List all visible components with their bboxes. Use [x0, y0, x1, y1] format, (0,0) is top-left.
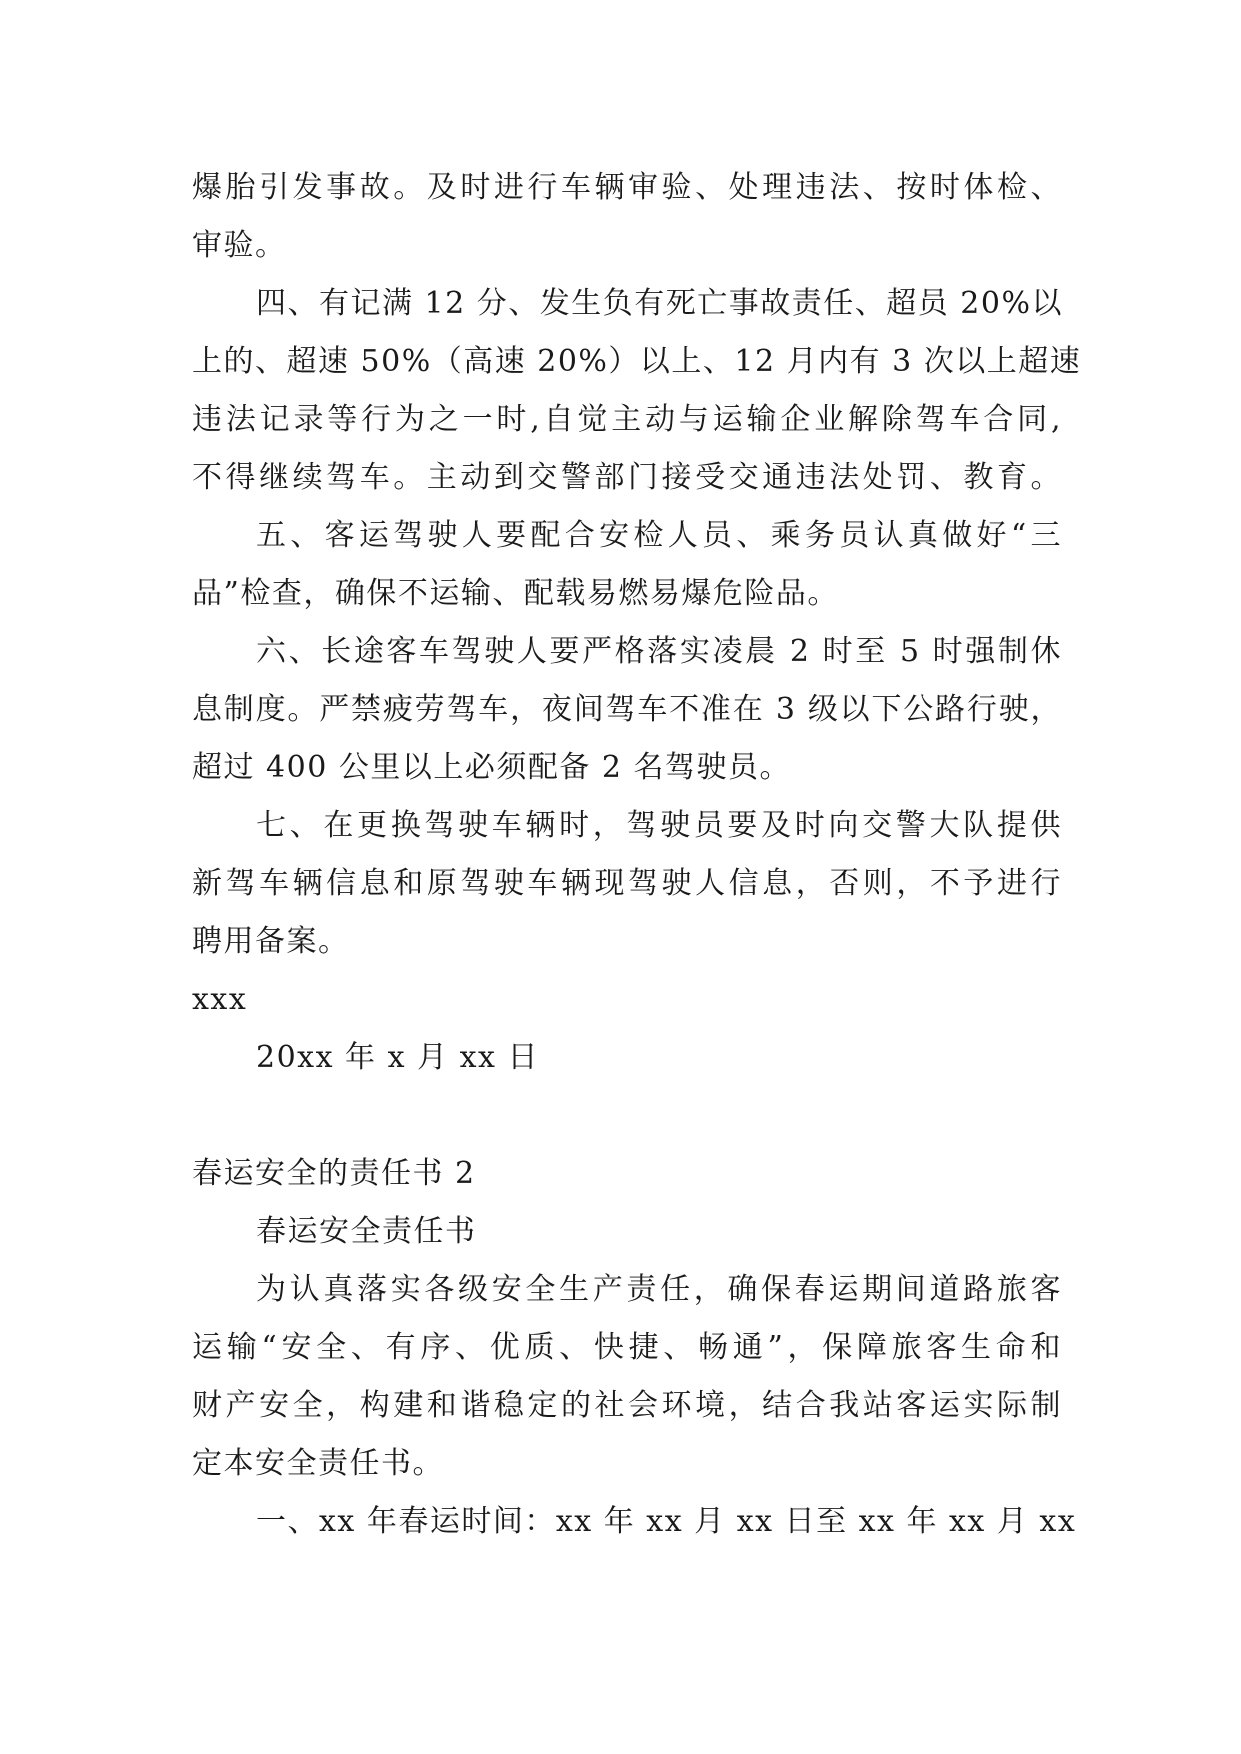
text-line: 为认真落实各级安全生产责任，确保春运期间道路旅客: [256, 1272, 1062, 1307]
signature-name: xxx: [192, 982, 248, 1017]
text-line: 定本安全责任书。: [192, 1446, 444, 1481]
text-line: 运输“安全、有序、优质、快捷、畅通”，保障旅客生命和: [192, 1330, 1062, 1365]
document-heading: 春运安全责任书: [256, 1214, 477, 1249]
text-line: 息制度。严禁疲劳驾车，夜间驾车不准在 3 级以下公路行驶，: [192, 692, 1062, 727]
text-line: 七、在更换驾驶车辆时，驾驶员要及时向交警大队提供: [256, 808, 1062, 843]
signature-date: 20xx 年 x 月 xx 日: [256, 1040, 539, 1075]
text-line: 财产安全，构建和谐稳定的社会环境，结合我站客运实际制: [192, 1388, 1062, 1423]
section-title: 春运安全的责任书 2: [192, 1156, 476, 1191]
text-line: 一、xx 年春运时间：xx 年 xx 月 xx 日至 xx 年 xx 月 xx: [256, 1504, 1077, 1539]
text-line: 六、长途客车驾驶人要严格落实凌晨 2 时至 5 时强制休: [256, 634, 1062, 669]
text-line: 聘用备案。: [192, 924, 350, 959]
text-line: 超过 400 公里以上必须配备 2 名驾驶员。: [192, 750, 791, 785]
text-line: 新驾车辆信息和原驾驶车辆现驾驶人信息，否则，不予进行: [192, 866, 1062, 901]
text-line: 上的、超速 50%（高速 20%）以上、12 月内有 3 次以上超速: [192, 344, 1082, 379]
text-line: 爆胎引发事故。及时进行车辆审验、处理违法、按时体检、: [192, 170, 1062, 205]
text-line: 品”检查，确保不运输、配载易燃易爆危险品。: [192, 576, 839, 611]
text-line: 四、有记满 12 分、发生负有死亡事故责任、超员 20%以: [256, 286, 1063, 321]
text-line: 违法记录等行为之一时,自觉主动与运输企业解除驾车合同,: [192, 402, 1062, 437]
text-line: 不得继续驾车。主动到交警部门接受交通违法处罚、教育。: [192, 460, 1062, 495]
text-line: 审验。: [192, 228, 287, 263]
text-line: 五、客运驾驶人要配合安检人员、乘务员认真做好“三: [256, 518, 1062, 553]
